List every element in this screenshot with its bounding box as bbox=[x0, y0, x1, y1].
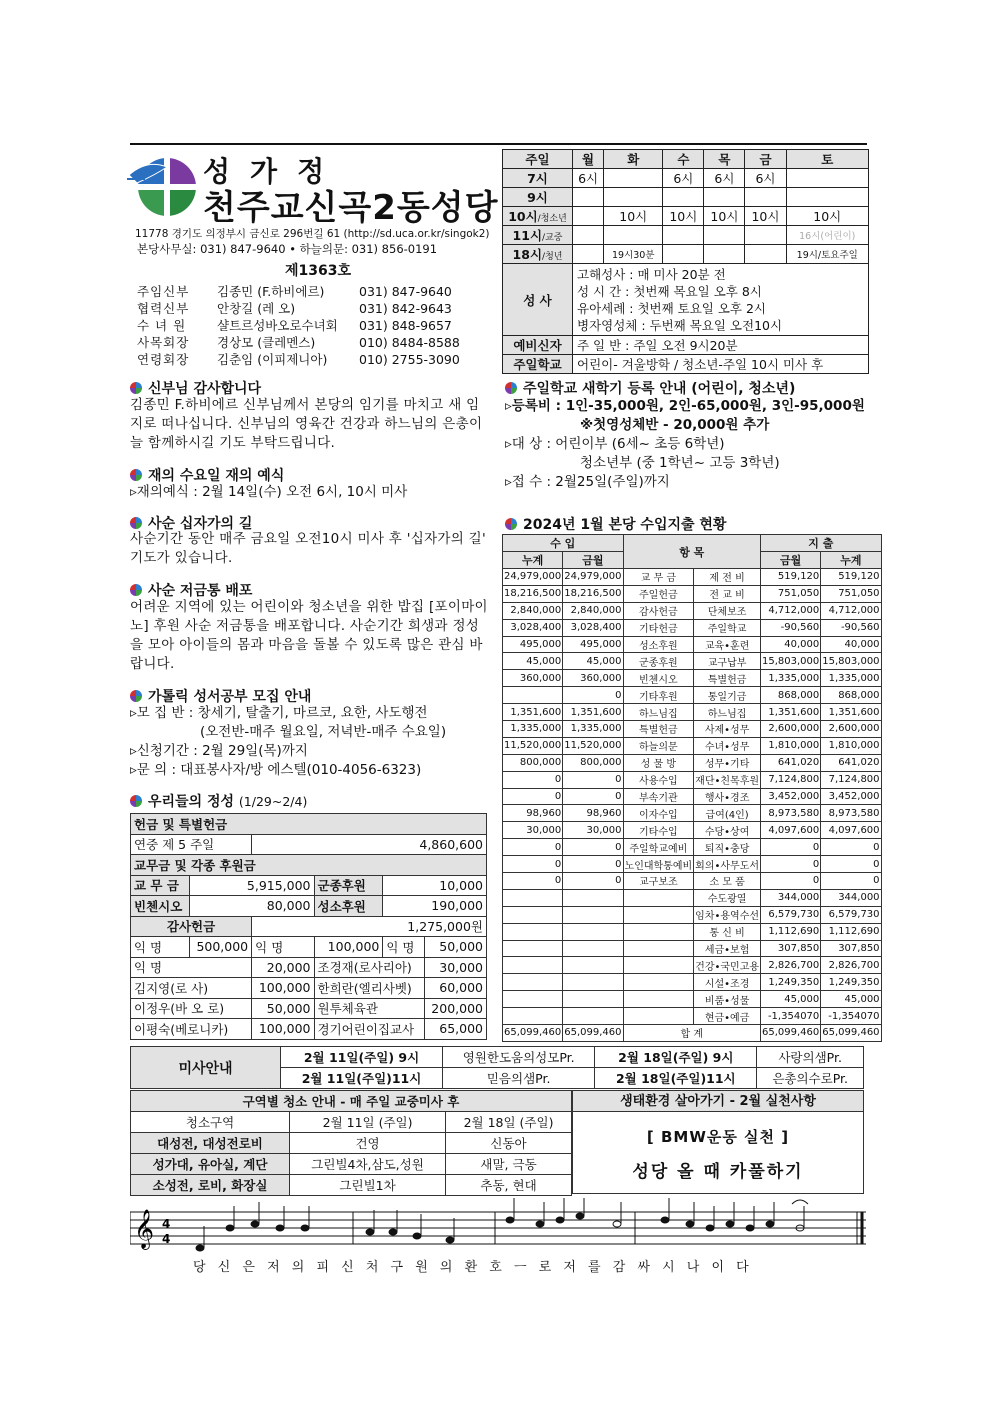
finance-row: 0 0 노인대학통예비 회의•사무도서 0 0 bbox=[503, 856, 882, 873]
finance-table: 수 입 항 목 지 출 누계 금월 금월 누계 24,979,000 24,979,000 교 무 금 제 전 비 519,120 519,120 18,216,500 18,216,500 주일헌금 전 교 비 751,050 751,050 2,840,000 2,840,000 감사헌금 단체보조 4,712,000 4,712,000 3,028,400 3,028,400 기타헌금 주일학교 -90,560 -90,560 495,000 495,000 성소후원 교육•훈련 40,000 40,000 45,000 45,000 군종후원 교구납부 15,803,000 15,803,000 360,000 360,000 빈첸시오 특별헌금 1,335,000 1,335,000 0 기타후원 통일기금 868,000 868,000 1,351,600 1,351,600 하느님집 하느님집 1,351,600 1,351,600 1,335,000 1,335,000 특별헌금 사제•성무 2,600,000 2,600,000 11,520,000 11,520,000 하늘의문 수녀•성무 1,810,000 1,810,000 800,000 800,000 성 물 방 성무•기타 641,020 641,020 0 0 사용수입 재단•친목후원 7,124,800 7,124,800 0 0 부속기관 행사•경조 3,452,000 3,452,000 98,960 98,960 이자수입 급여(4인) 8,973,580 8,973,580 30,000 30,000 기타수입 수당•상여 4,097,600 4,097,600 0 0 주일학교예비 퇴직•충당 0 0 0 0 노인대학통예비 회의•사무도서 0 0 0 0 교구보조 소 모 품 0 0 수도광열 344,000 344,000 임차•용역수선 6,579,730 6,579,730 통 신 비 1,112,690 1,112,690 세금•보험 307,850 307,850 건강•국민고용 2,826,700 2,826,700 시설•조경 1,249,350 1,249,350 비품•성물 45,000 45,000 현금•예금 -1,354070 -1,354070 65,099,460 65,099,460 합 계 65,099,460 65,099,460 bbox=[502, 534, 882, 1042]
address: 11778 경기도 의정부시 금신로 296번길 61 (http://sd.uca.or.kr/singok2) bbox=[135, 228, 490, 240]
finance-row: 0 0 부속기관 행사•경조 3,452,000 3,452,000 bbox=[503, 788, 882, 805]
finance-row: 수도광열 344,000 344,000 bbox=[503, 889, 882, 906]
finance-row: 45,000 45,000 군종후원 교구납부 15,803,000 15,803,000 bbox=[503, 653, 882, 670]
bullet-icon bbox=[130, 795, 142, 807]
section-bank-title: 사순 저금통 배포 bbox=[130, 580, 252, 600]
schedule-row: 7시 6시 6시 6시 6시 bbox=[503, 169, 869, 188]
issue-number: 제1363호 bbox=[285, 263, 352, 279]
finance-row: 임차•용역수선 6,579,730 6,579,730 bbox=[503, 906, 882, 923]
bible-line: ▹신청기간 : 2월 29일(목)까지 bbox=[130, 743, 308, 759]
section-finance-title: 2024년 1월 본당 수입지출 현황 bbox=[505, 514, 726, 534]
section-bank-body: 어려운 지역에 있는 어린이와 청소년을 위한 밥집 [포이마이노] 후원 사순 저금통을 배포합니다. 사순기간 희생과 정성을 모아 아이들의 몸과 마음을 돌볼 수 있도록 많은 관심 바랍니다. bbox=[130, 599, 488, 672]
bullet-icon bbox=[130, 584, 142, 596]
svg-text:4: 4 bbox=[162, 1217, 171, 1231]
finance-row: 1,351,600 1,351,600 하느님집 하느님집 1,351,600 1,351,600 bbox=[503, 704, 882, 721]
bible-line: (오전반-매주 월요일, 저녁반-매주 수요일) bbox=[200, 724, 447, 740]
finance-row: 1,335,000 1,335,000 특별헌금 사제•성무 2,600,000 2,600,000 bbox=[503, 721, 882, 738]
catechumen-row: 예비신자 주 일 반 : 주일 오전 9시20분 bbox=[503, 336, 869, 355]
finance-row: 비품•성물 45,000 45,000 bbox=[503, 991, 882, 1008]
staff-row: 협력신부 안창길 (레 오) 031) 842-9643 bbox=[137, 301, 452, 316]
sunday-school-fee-note: ※첫영성체반 - 20,000원 추가 bbox=[580, 417, 770, 433]
music-staff-icon bbox=[130, 1198, 866, 1258]
finance-row: 현금•예금 -1,354070 -1,354070 bbox=[503, 1008, 882, 1025]
sunday-school-deadline: ▹접 수 : 2월25일(주일)까지 bbox=[505, 474, 670, 490]
mass-info-table: 미사안내 2월 11일(주일) 9시 영원한도움의성모Pr. 2월 18일(주일) 9시 사랑의샘Pr. 2월 11일(주일)11시 믿음의샘Pr. 2월 18일(주일)11시 은총의수로Pr. bbox=[130, 1046, 864, 1089]
finance-row: 통 신 비 1,112,690 1,112,690 bbox=[503, 923, 882, 940]
section-ash-title: 재의 수요일 재의 예식 bbox=[130, 465, 284, 485]
finance-row: 0 0 주일학교예비 퇴직•충당 0 0 bbox=[503, 839, 882, 856]
svg-text:4: 4 bbox=[162, 1232, 171, 1246]
mass-schedule-table: 주일 월 화 수 목 금 토 7시 6시 6시 6시 6시 9시 10시/청소년 10시 10시 10시 10시 10시 11시/교중 16시(어린이) 18시/청년 19시30분 19시/토요주일 성 사 고해성사 : 매 미사 20분 전 성 시 간 : 첫번째 목요일 오후 8시 유아세례 : 첫번째 토요일 오후 2시 병자영성체 : 두번째 목요일 오전10시 예비신자 주 일 반 : 주일 오전 9시20분 주일학교 어린이- 겨울방학 / 청소년-주일 10시 미사 후 bbox=[502, 149, 869, 374]
finance-row: 3,028,400 3,028,400 기타헌금 주일학교 -90,560 -90,560 bbox=[503, 619, 882, 636]
finance-row: 시설•조경 1,249,350 1,249,350 bbox=[503, 974, 882, 991]
section-cross-title: 사순 십자가의 길 bbox=[130, 513, 252, 533]
sunday-school-fee: ▹등록비 : 1인-35,000원, 2인-65,000원, 3인-95,000원 bbox=[505, 398, 865, 414]
staff-row: 연령회장 김춘임 (이피제니아) 010) 2755-3090 bbox=[137, 352, 460, 367]
finance-row: 0 기타후원 통일기금 868,000 868,000 bbox=[503, 687, 882, 704]
staff-row: 사목회장 경상모 (클레멘스) 010) 8484-8588 bbox=[137, 335, 460, 350]
title-big: 천주교신곡2동성당 bbox=[203, 188, 499, 228]
section-cross-body: 사순기간 동안 매주 금요일 오전10시 미사 후 '십자가의 길' 기도가 있습니다. bbox=[130, 531, 487, 566]
svg-text:𝄞: 𝄞 bbox=[134, 1209, 155, 1249]
hymn-lyrics: 당 신 은 저 의 피 신 처 구 원 의 환 호 ㅡ 로 저 를 감 싸 시 나 이 다 bbox=[193, 1260, 753, 1275]
bullet-icon bbox=[130, 382, 142, 394]
sacrament-row: 성 사 고해성사 : 매 미사 20분 전 성 시 간 : 첫번째 목요일 오후 8시 유아세례 : 첫번째 토요일 오후 2시 병자영성체 : 두번째 목요일 오전10시 bbox=[503, 264, 869, 336]
finance-row: 24,979,000 24,979,000 교 무 금 제 전 비 519,120 519,120 bbox=[503, 569, 882, 586]
phones: 본당사무실: 031) 847-9640 • 하늘의문: 031) 856-0191 bbox=[137, 242, 438, 256]
bullet-icon bbox=[130, 469, 142, 481]
finance-row: 0 0 교구보조 소 모 품 0 0 bbox=[503, 873, 882, 890]
offering-table: 헌금 및 특별헌금 연중 제 5 주일 4,860,600 교무금 및 각종 후원금 교 무 금 5,915,000 군종후원 10,000 빈첸시오 80,000 성소후원 190,000 감사헌금 1,275,000원 익 명 500,000 익 명 100,000 익 명 50,000 익 명 20,000 조경재(로사리아) 30,000 김지영(로 사) 100,000 한희란(엘리사벳) 60,000 이정우(바 오 로) 50,000 원투체육관 200,000 이평숙(베로니카) 100,000 경기어린이집교사 65,000 bbox=[130, 813, 487, 1040]
sunday-school-target2: 청소년부 (중 1학년~ 고등 3학년) bbox=[580, 455, 780, 471]
bible-line: ▹문 의 : 대표봉사자/방 에스텔(010-4056-6323) bbox=[130, 762, 422, 778]
schedule-row: 18시/청년 19시30분 19시/토요주일 bbox=[503, 245, 869, 264]
section-sunday-school-title: 주일학교 새학기 등록 안내 (어린이, 청소년) bbox=[505, 378, 795, 398]
bullet-icon bbox=[130, 517, 142, 529]
finance-row: 0 0 사용수입 재단•친목후원 7,124,800 7,124,800 bbox=[503, 771, 882, 788]
section-thanks-body: 김종민 F.하비에르 신부님께서 본당의 임기를 마치고 새 임지로 떠나십니다. 신부님의 영육간 건강과 하느님의 은총이 늘 함께하시길 기도 부탁드립니다. bbox=[130, 397, 483, 451]
finance-row: 360,000 360,000 빈첸시오 특별헌금 1,335,000 1,335,000 bbox=[503, 670, 882, 687]
schedule-row: 10시/청소년 10시 10시 10시 10시 10시 bbox=[503, 207, 869, 226]
staff-row: 수 녀 원 샬트르성바오로수녀회 031) 848-9657 bbox=[137, 318, 452, 333]
eco-line1: [ BMW운동 실천 ] bbox=[646, 1128, 790, 1146]
finance-row: 2,840,000 2,840,000 감사헌금 단체보조 4,712,000 4,712,000 bbox=[503, 602, 882, 619]
staff-table bbox=[137, 283, 460, 368]
finance-row: 30,000 30,000 기타수입 수당•상여 4,097,600 4,097,600 bbox=[503, 822, 882, 839]
finance-row: 건강•국민고용 2,826,700 2,826,700 bbox=[503, 957, 882, 974]
section-offering-title: 우리들의 정성 (1/29~2/4) bbox=[130, 791, 307, 811]
bullet-icon bbox=[505, 382, 517, 394]
schedule-row: 11시/교중 16시(어린이) bbox=[503, 226, 869, 245]
finance-row: 11,520,000 11,520,000 하늘의문 수녀•성무 1,810,000 1,810,000 bbox=[503, 737, 882, 754]
bullet-icon bbox=[505, 518, 517, 530]
finance-row: 98,960 98,960 이자수입 급여(4인) 8,973,580 8,973,580 bbox=[503, 805, 882, 822]
staff-row: 주임신부 김종민 (F.하비에르) 031) 847-9640 bbox=[137, 284, 452, 299]
bible-line: ▹모 집 반 : 창세기, 탈출기, 마르코, 요한, 사도행전 bbox=[130, 705, 428, 721]
finance-row: 세금•보험 307,850 307,850 bbox=[503, 940, 882, 957]
eco-box bbox=[572, 1090, 864, 1194]
top-rule bbox=[130, 143, 867, 145]
section-ash-line: ▹재의예식 : 2월 14일(수) 오전 6시, 10시 미사 bbox=[130, 484, 408, 500]
eco-line2: 성당 올 때 카풀하기 bbox=[632, 1162, 804, 1182]
finance-row: 18,216,500 18,216,500 주일헌금 전 교 비 751,050 751,050 bbox=[503, 585, 882, 602]
section-thanks-title: 신부님 감사합니다 bbox=[130, 378, 261, 398]
finance-row: 800,000 800,000 성 물 방 성무•기타 641,020 641,020 bbox=[503, 754, 882, 771]
finance-row: 495,000 495,000 성소후원 교육•훈련 40,000 40,000 bbox=[503, 636, 882, 653]
section-bible-title: 가톨릭 성서공부 모집 안내 bbox=[130, 686, 311, 706]
eco-title: 생태환경 살아가기 - 2월 실천사항 bbox=[573, 1091, 863, 1112]
parish-logo-icon bbox=[127, 153, 197, 219]
bullet-icon bbox=[130, 690, 142, 702]
finance-total-row: 65,099,460 65,099,460 합 계 65,099,460 65,099,460 bbox=[503, 1025, 882, 1042]
schedule-row: 9시 bbox=[503, 188, 869, 207]
sunday-school-row: 주일학교 어린이- 겨울방학 / 청소년-주일 10시 미사 후 bbox=[503, 355, 869, 374]
cleaning-table: 구역별 청소 안내 - 매 주일 교중미사 후 청소구역 2월 11일 (주일) 2월 18일 (주일) 대성전, 대성전로비 건영 신동아 성가대, 유아실, 계단 그린빌4차,삼도,성원 새말, 극동 소성전, 로비, 화장실 그린빌1차 추동, 현대 bbox=[130, 1090, 572, 1196]
sunday-school-target: ▹대 상 : 어린이부 (6세~ 초등 6학년) bbox=[505, 436, 725, 452]
title-small: 성가정 bbox=[203, 155, 345, 188]
